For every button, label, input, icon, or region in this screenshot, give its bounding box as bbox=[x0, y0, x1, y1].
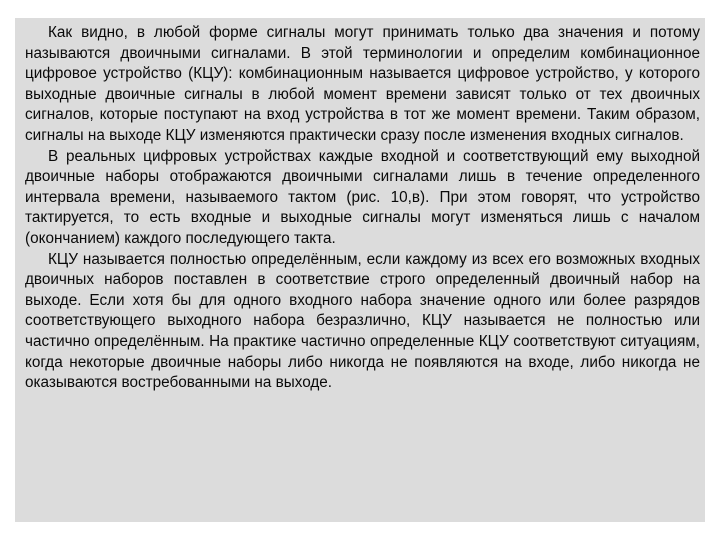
paragraph-combinational-definition: Как видно, в любой форме сигналы могут принимать только два значения и потому называются двоичными сигналами. В этой терминологии и определим комбинационное цифровое устройство (КЦУ): комбинационным называется цифровое устройство, у которого выходные двоичные сигналы в любой момент времени зависят только от тех двоичных сигналов, которые поступают на вход устройства в тот же момент времени. Таким образом, сигналы на выходе КЦУ изменяются практически сразу после изменения входных сигналов. bbox=[25, 24, 700, 144]
body-text bbox=[25, 23, 700, 394]
paragraph-fully-defined: КЦУ называется полностью определённым, если каждому из всех его возможных входных двоичных наборов поставлен в соответствие строго определенный двоичный набор на выходе. Если хотя бы для одного входного набора значение одного или более разрядов соответствующего выходного набора безразлично, КЦУ называется не полностью или частично определённым. На практике частично определенные КЦУ соответствуют ситуациям, когда некоторые двоичные наборы либо никогда не появляются на входе, либо никогда не оказываются востребованными на выходе. bbox=[25, 250, 700, 392]
paragraph-clock-cycle: В реальных цифровых устройствах каждые входной и соответствующий ему выходной двоичные наборы отображаются двоичными сигналами лишь в течение определенного интервала времени, называемого тактом (рис. 10,в). При этом говорят, что устройство тактируется, то есть входные и выходные сигналы могут изменяться лишь с началом (окончанием) каждого последующего такта. bbox=[25, 147, 700, 247]
text-panel bbox=[15, 18, 705, 522]
